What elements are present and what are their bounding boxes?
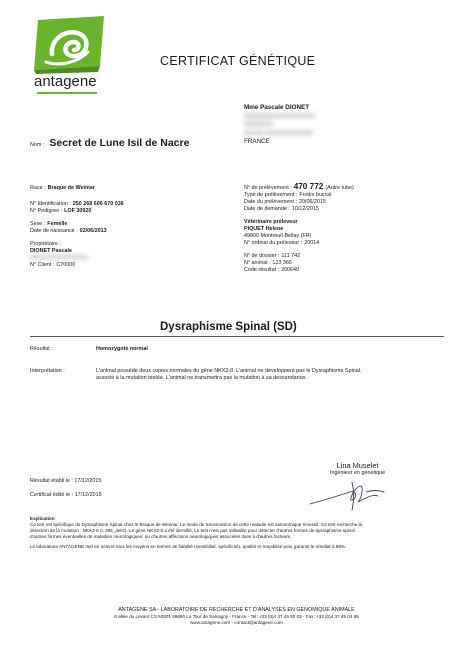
proprietor-address: XXXXXXXXXXXXXXXX (30, 255, 88, 261)
client-row (30, 262, 124, 269)
result-code-row (244, 267, 354, 274)
vet-order-value: 20014 (304, 240, 320, 246)
lab-footer (0, 607, 473, 626)
certificate-date: Certificat édité le : 17/12/2015 (30, 492, 102, 498)
dossier-label: N° de dossier : (244, 253, 280, 259)
handwritten-signature-icon (308, 478, 388, 512)
test-title-divider (30, 336, 444, 337)
vet-order-label: N° ordinal du préleveur : (244, 240, 303, 246)
owner-name: Mme Pascale DIONET (244, 104, 310, 111)
lab-footer-line: www.antagene.com - contact@antagene.com (190, 620, 283, 625)
brand-name: antagene (34, 73, 97, 90)
lab-footer-line: ANTAGENE SA - LABORATOIRE DE RECHERCHE ET D'ANALYSES EN GÉNOMIQUE ANIMALE (118, 607, 355, 613)
id-label: N° Identification : (30, 201, 71, 207)
owner-address (244, 104, 315, 147)
dog-name: Secret de Lune Isil de Nacre (49, 137, 190, 149)
pedigree-row (30, 208, 124, 215)
test-title: Dysraphisme Spinal (SD) (160, 321, 297, 333)
sample-info (244, 183, 354, 274)
birth-label: Date de naissance : (30, 228, 78, 234)
request-date-row (244, 206, 354, 213)
race-label: Race : (30, 185, 46, 191)
sample-num-row (244, 183, 354, 192)
client-value: C70000 (56, 262, 76, 268)
signatory (330, 461, 385, 477)
sample-num-note: (Autre tube) (325, 185, 354, 191)
request-date-label: Date de demande : (244, 206, 290, 212)
result-code-label: Code résultat : (244, 267, 280, 273)
lab-footer-line: 6 allée du Levant CS 60001 69890 La Tour de Salvagny - France - Tel: +33 (0)4 37 49 90 03 - Fax: +33 (0)4 37 49 04 89 (114, 614, 359, 619)
sample-type-label: Type de prélèvement : (244, 192, 298, 198)
sample-date-value: 20/06/2015 (299, 199, 327, 205)
race-value: Braque de Weimar (47, 185, 95, 191)
pedigree-label: N° Pedigree : (30, 208, 63, 214)
explanation-title: Explication (30, 516, 55, 521)
sex-value: Femelle (47, 221, 68, 227)
dossier-row (244, 253, 354, 260)
id-row (30, 201, 124, 208)
explanation-line: d'autres formes éventuelles de maladies neurologiques, ou d'autres affections neurologiques associées dues à d'autres facteurs. (30, 534, 292, 539)
explanation-line: Ce test est spécifique du Dysraphisme Spinal chez le Braque de Weimar. Le mode de transmission de cette maladie est autosomique récessif. Ce test recherche la (30, 522, 363, 527)
owner-address-line: XXXXX XXXXXXXXXXX (244, 129, 313, 137)
pedigree-value: LOF 30920 (64, 208, 92, 214)
interpretation-line: associé à la mutation testée. L'animal ne transmettra pas la mutation à sa descendance. (96, 375, 307, 381)
client-label: N° Client : (30, 262, 55, 268)
signatory-name: Lina Muselet (336, 461, 379, 470)
birth-value: 02/06/2013 (79, 228, 107, 234)
animal-row (244, 260, 354, 267)
animal-label: N° animal : (244, 260, 271, 266)
result-code-value: 200640 (281, 267, 300, 273)
race-row (30, 185, 124, 192)
interpretation-text (96, 368, 361, 382)
vet-city: 49800 Montreuil-Bellay (FR) (244, 233, 312, 239)
id-value: 250 268 606 670 036 (72, 201, 124, 207)
signature-image (308, 478, 388, 512)
proprietor-label: Propriétaire : (30, 241, 61, 247)
result-value: Homozygote normal (96, 346, 148, 352)
sample-num-label: N° de prélèvement : (244, 185, 292, 191)
explanation-line: détection de la mutation : NKX2-8 (c.395_delG). Le gène NKX2-8 a été identifié. Le test n'est pas utilisable pour détecter d'autres formes de dysraphisme spinal (30, 528, 355, 533)
dog-name-row (30, 137, 189, 149)
owner-address-line: XXXXXXX (244, 121, 274, 129)
result-date: Résultat établi le : 17/12/2015 (30, 478, 102, 484)
sample-type-value: Frottis buccal (299, 192, 332, 198)
owner-address-line: XXXXXXXXXXXXXXXXX (244, 112, 316, 120)
animal-value: 123 366 (272, 260, 292, 266)
certificate-title: CERTIFICAT GÉNÉTIQUE (160, 54, 316, 68)
vet-title: Vétérinaire préleveur (244, 219, 298, 225)
dog-info (30, 185, 124, 269)
vet-name: PIQUET Helene (244, 226, 284, 232)
sample-num-value: 470 772 (293, 182, 324, 191)
request-date-value: 10/12/2015 (291, 206, 319, 212)
result-label: Résultat : (30, 346, 53, 352)
proprietor-name: DIONET Pascale (30, 248, 72, 254)
signatory-role: Ingénieur en génétique (330, 470, 386, 476)
sample-date-label: Date du prélèvement : (244, 199, 298, 205)
interpretation-line: L'animal possède deux copies normales du gène NKX2-8. L'animal ne développera pas le Dysraphisme Spinal. (96, 368, 362, 374)
sample-type-row (244, 192, 354, 199)
birth-row (30, 228, 124, 235)
vet-order-row (244, 240, 354, 247)
explanation (30, 516, 362, 550)
owner-country: FRANCE (244, 138, 270, 146)
dossier-value: 111 742 (281, 253, 301, 259)
sex-row (30, 221, 124, 228)
sex-label: Sexe : (30, 221, 46, 227)
dog-name-label: Nom : (30, 142, 45, 148)
interpretation-label: Interprétation : (30, 368, 65, 374)
brand-underline (37, 92, 97, 94)
sample-date-row (244, 199, 354, 206)
explanation-disclaimer: Le laboratoire ANTAGENE met en oeuvre tous les moyens en termes de fiabilité (sensibilité, spécificité), qualité et traçabilité pour garantir le résultat à 99%. (30, 544, 347, 549)
